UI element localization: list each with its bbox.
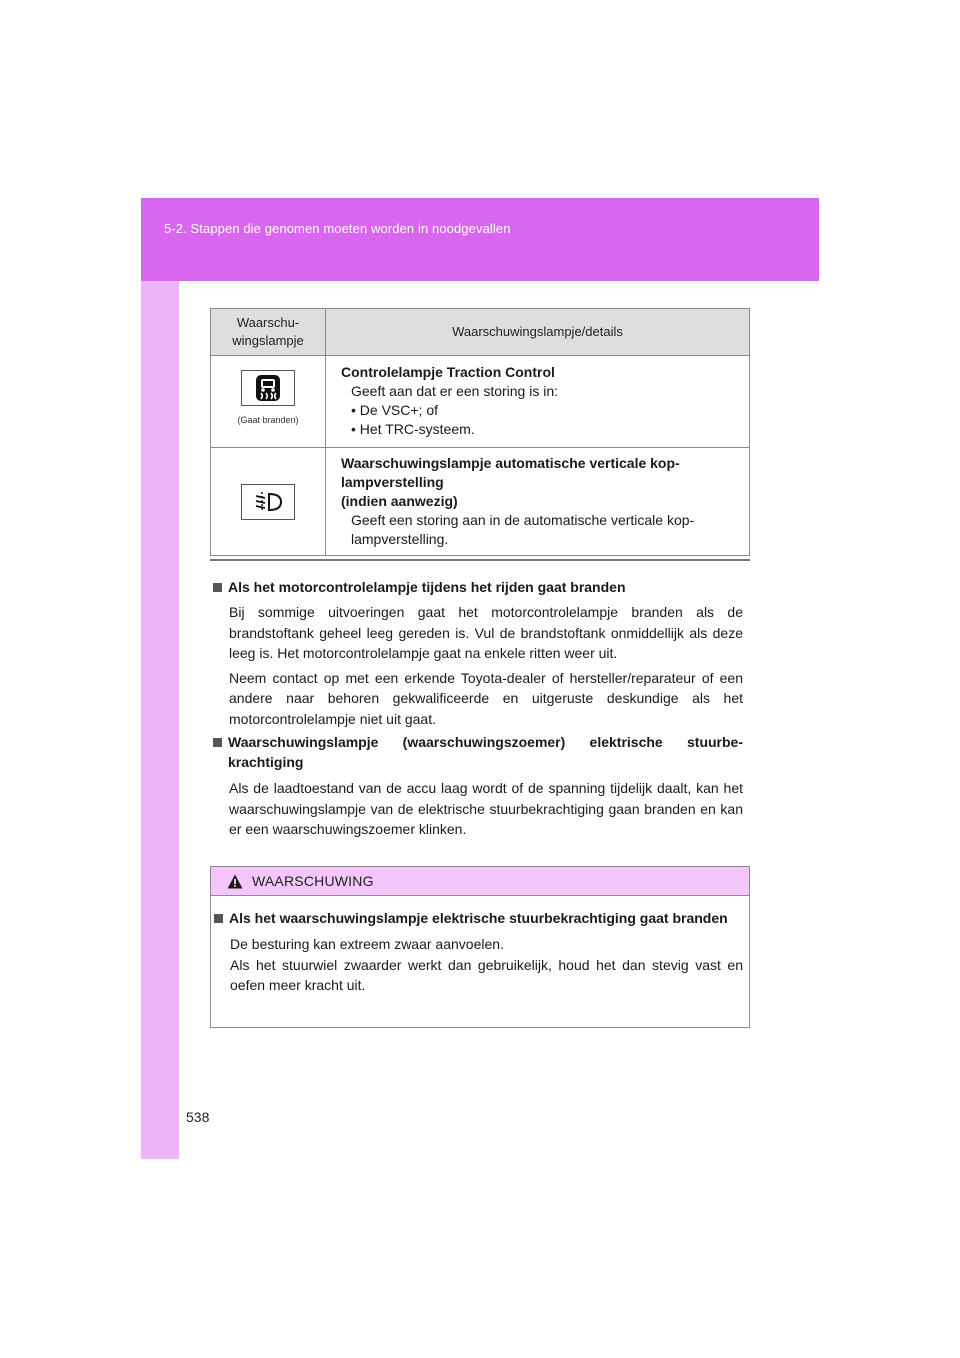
warning-box [210, 866, 750, 1028]
page-number: 538 [186, 1109, 210, 1125]
warning-line: De besturing kan extreem zwaar aanvoelen. [230, 936, 504, 952]
chapter-title: 5-2. Stappen die genomen moeten worden in noodgevallen [164, 221, 511, 236]
headlamp-leveling-icon [241, 484, 295, 520]
table-header-row [211, 309, 750, 356]
paragraph: Als de laadtoestand van de accu laag wordt of de spanning tijdelijk daalt, kan het waarschuwingslampje van de elektrische stuurbekrachtiging gaan branden en kan er een waarschuwingszoemer klinken. [229, 780, 743, 837]
row-line: • De VSC+; of [351, 402, 438, 418]
warning-body [211, 896, 749, 996]
paragraph: Neem contact op met een erkende Toyota-dealer of hersteller/reparateur of een andere naar behoren gekwalificeerde en uitgeruste deskundige als het motorcontrolelampje niet uit gaat. [229, 669, 743, 727]
section-heading: Als het motorcontrolelampje tijdens het rijden gaat branden [213, 577, 743, 597]
table-row [211, 356, 750, 448]
square-bullet-icon [213, 583, 222, 592]
column-header-details: Waarschuwingslampje/details [326, 309, 750, 356]
details-cell [326, 448, 750, 556]
section-heading: Waarschuwingslampje (waarschuwingszoemer) elektrische stuurbe-krachtiging [213, 732, 743, 772]
traction-control-icon [241, 370, 295, 406]
row-line: Geeft een storing aan in de automatische verticale kop- [351, 512, 695, 528]
warning-triangle-icon [227, 874, 243, 889]
square-bullet-icon [214, 914, 223, 923]
warning-title: WAARSCHUWING [252, 873, 374, 889]
side-band [141, 198, 179, 1159]
row-title-line: (indien aanwezig) [341, 493, 458, 509]
warning-header [211, 867, 749, 896]
row-title: Controlelampje Traction Control [341, 364, 555, 380]
section-divider [210, 559, 750, 561]
warning-heading: Als het waarschuwingslampje elektrische stuurbekrachtiging gaat branden [214, 908, 743, 928]
section-engine-lamp [213, 577, 743, 729]
icon-cell [211, 356, 326, 448]
header-band [141, 198, 819, 281]
square-bullet-icon [213, 738, 222, 747]
row-line: • Het TRC-systeem. [351, 421, 475, 437]
warning-line: Als het stuurwiel zwaarder werkt dan gebruikelijk, houd het dan stevig vast en oefen meer kracht uit. [230, 956, 743, 993]
icon-note: (Gaat branden) [237, 415, 299, 425]
row-title-line: Waarschuwingslampje automatische verticale kop- [341, 455, 680, 471]
section-steering-lamp [213, 732, 743, 840]
icon-cell [211, 448, 326, 556]
column-header-lamp: Waarschu- wingslampje [211, 309, 326, 356]
details-cell [326, 356, 750, 448]
row-line: lampverstelling. [351, 531, 449, 547]
row-title-line: lampverstelling [341, 474, 444, 490]
warning-lights-table [210, 308, 750, 556]
table-row [211, 448, 750, 556]
row-line: Geeft aan dat er een storing is in: [351, 383, 559, 399]
paragraph: Bij sommige uitvoeringen gaat het motorcontrolelampje branden als de brandstoftank geheel leeg gereden is. Vul de brandstoftank onmiddellijk als deze leeg is. Het motorcontrolelampje gaat na enkele ritten weer uit. [229, 604, 743, 661]
